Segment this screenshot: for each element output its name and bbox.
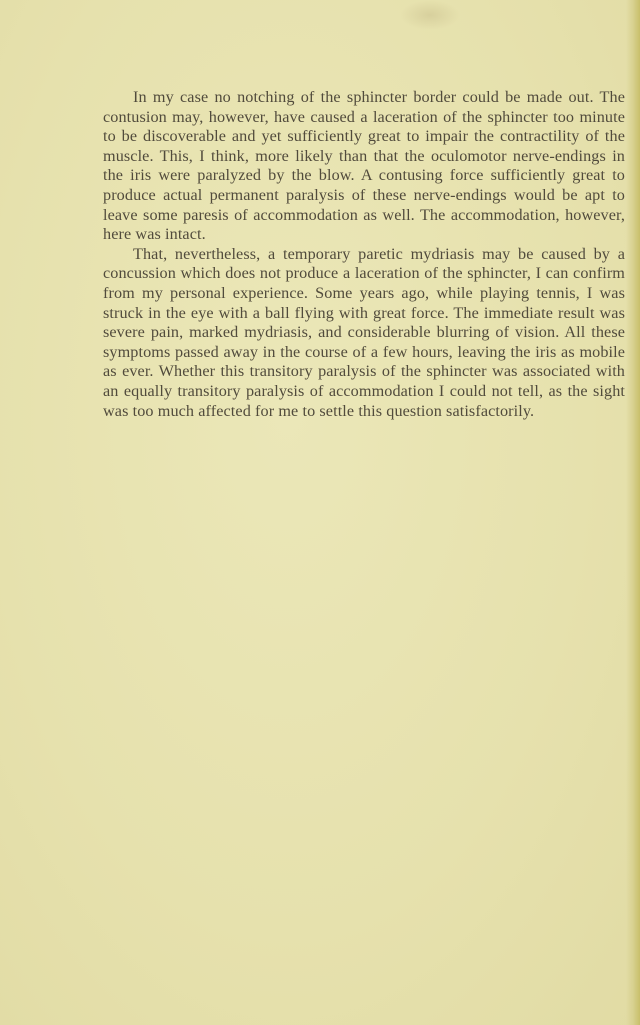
paragraph: In my case no notching of the sphincter border could be made out. The contusion may, however, have caused a laceration of the sphincter too minute to be discoverable and yet sufficiently great to impair the contractility of the muscle. This, I think, more likely than that the oculomotor nerve-endings in the iris were paralyzed by the blow. A contusing force sufficiently great to produce actual permanent paralysis of these nerve-endings would be apt to leave some paresis of accommodation as well. The accommodation, however, here was intact. xyxy=(103,88,625,244)
body-text xyxy=(103,88,625,421)
page-edge xyxy=(626,0,640,1025)
paper-smudge xyxy=(400,0,460,30)
paragraph: That, nevertheless, a temporary paretic mydriasis may be caused by a concussion which does not produce a laceration of the sphincter, I can confirm from my personal experience. Some years ago, while playing tennis, I was struck in the eye with a ball flying with great force. The immediate result was severe pain, marked mydriasis, and considerable blurring of vision. All these symptoms passed away in the course of a few hours, leaving the iris as mobile as ever. Whether this transitory paralysis of the sphincter was associated with an equally transitory paralysis of accommodation I could not tell, as the sight was too much affected for me to settle this question satisfactorily. xyxy=(103,244,625,420)
